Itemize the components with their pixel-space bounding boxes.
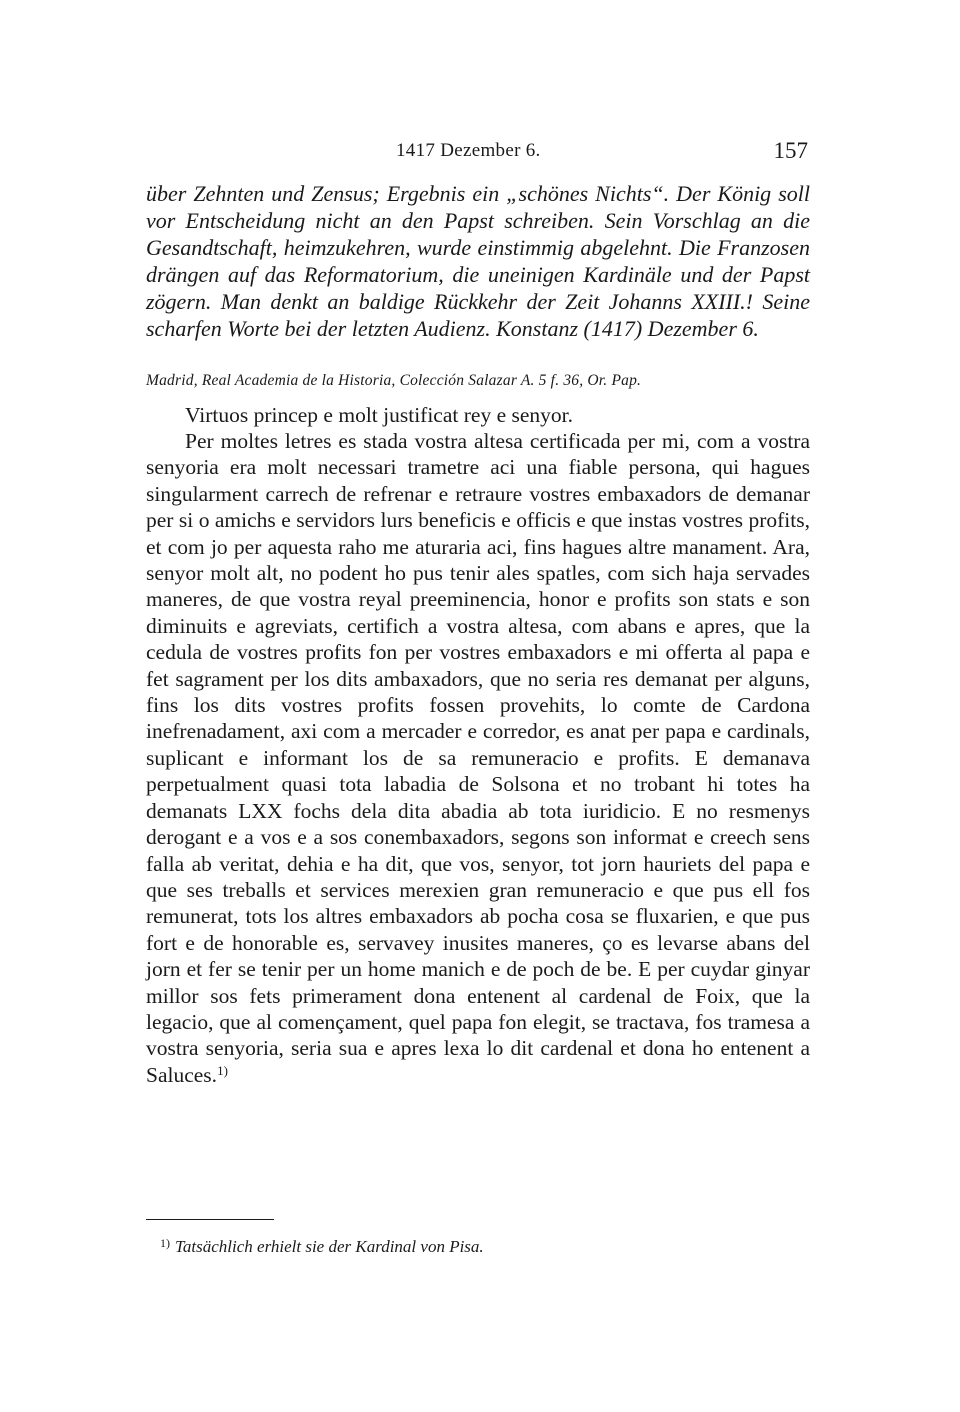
footnote-reference: 1) bbox=[217, 1062, 228, 1078]
letter-paragraph bbox=[146, 428, 810, 1088]
letter-paragraph-text: Per moltes letres es stada vostra altesa certificada per mi, com a vostra senyoria era molt necessari trametre aci una fiable persona, qui hagues singularment carrech de refrenar e retraure vostres embaxadors de demanar per si o amichs e servidors lurs beneficis e officis e que instas vostres profits, et com jo per aquesta raho me aturaria aci, fins hagues altre manament. Ara, senyor molt alt, no podent ho pus tenir ales spatles, com sich haja servades maneres, de que vostra reyal preeminencia, honor e profits son stats e son diminuits e agreviats, certifich a vostra altesa, com abans e apres, que la cedula de vostres profits fon per vostres embaxadors e mi offerta al papa e fet sagrament per los dits ambaxadors, que no seria res demanat per alguns, fins los dits vostres profits fossen provehits, lo comte de Cardona inefrenadament, axi com a mercader e corredor, es anat per papa e cardinals, suplicant e informant los de sa remuneracio e profits. E demanava perpetualment quasi tota labadia de Solsona et no trobant hi totes ha demanats LXX fochs dela dita abadia ab tota iuridicio. E no resmenys derogant e a vos e a sos conembaxadors, segons son informat e creech sens falla ab veritat, dehia e ha dit, que vos, senyor, tot jorn hauriets del papa e que ses treballs et services merexien gran remuneracio e que pus ell fos remunerat, tots los altres embaxadors ab pocha cosa se fluxarien, e que pus fort e de honorable es, servavey inusites maneres, ço es levarse abans del jorn et fer se tenir per un home manich e de poch de be. E per cuydar ginyar millor sos fets primerament dona entenent al cardenal de Foix, que la legacio, que al començament, quel papa fon elegit, se tractava, fos tramesa a vostra senyoria, seria sua e apres lexa lo dit cardenal et dona ho entenent a Saluces. bbox=[146, 429, 810, 1087]
running-head-date: 1417 Dezember 6. bbox=[396, 140, 541, 161]
footnote bbox=[160, 1232, 484, 1258]
regest-text: über Zehnten und Zensus; Ergebnis ein „schönes Nichts“. Der König soll vor Entscheidung nicht an den Papst schreiben. Sein Vorschlag an die Gesandtschaft, heimzukehren, wurde einstimmig abgelehnt. Die Franzosen drängen auf das Reformatorium, die uneinigen Kardinäle und der Papst zögern. Man denkt an baldige Rückkehr der Zeit Johanns XXIII.! Seine scharfen Worte bei der letzten Audienz. Konstanz (1417) Dezember 6. bbox=[146, 181, 810, 341]
salutation: Virtuos princep e molt justificat rey e senyor. bbox=[185, 403, 573, 427]
running-head bbox=[0, 140, 960, 170]
source-citation: Madrid, Real Academia de la Historia, Colección Salazar A. 5 f. 36, Or. Pap. bbox=[146, 372, 642, 389]
page-number: 157 bbox=[773, 138, 808, 163]
footnote-divider bbox=[146, 1219, 274, 1220]
regest-summary bbox=[146, 180, 810, 342]
footnote-text: Tatsächlich erhielt sie der Kardinal von Pisa. bbox=[175, 1237, 484, 1256]
footnote-mark: 1) bbox=[160, 1236, 170, 1250]
letter-body bbox=[146, 428, 810, 1088]
